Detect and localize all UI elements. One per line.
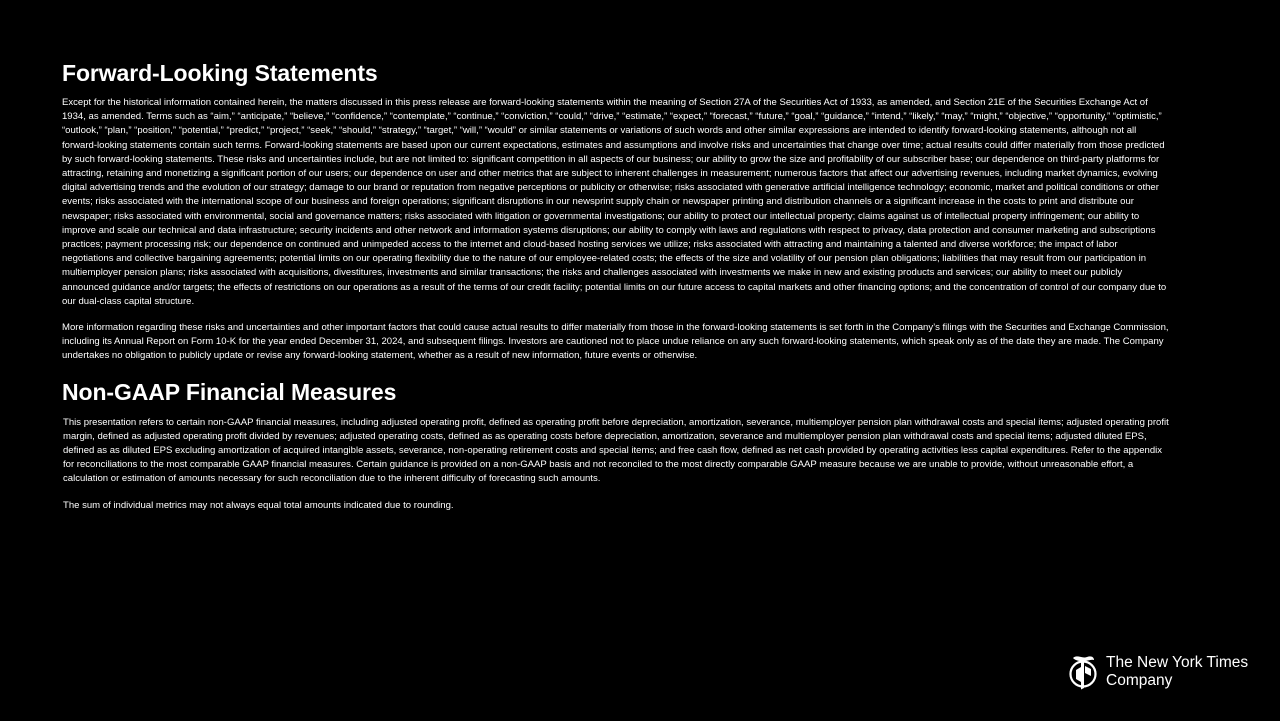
non-gaap-paragraph-2: The sum of individual metrics may not always equal total amounts indicated due to rounding. — [63, 499, 454, 511]
forward-looking-paragraph-1: Except for the historical information contained herein, the matters discussed in this press release are forward-looking statements within the meaning of Section 27A of the Securities Act of 1933, as amended, and Section 21E of the Securities Exchange Act of 1934, as amended. Terms such as “aim,” “anticipate,” “believe,” “confidence,” “contemplate,” “continue,” “conviction,” “could,” “drive,” “estimate,” “expect,” “forecast,” “future,” “goal,” “guidance,” “intend,” “likely,” “may,” “might,” “objective,” “opportunity,” “optimistic,” “outlook,” “plan,” “position,” “potential,” “predict,” “project,” “seek,” “should,” “strategy,” “target,” “will,” “would” or similar statements or variations of such words and other similar expressions are intended to identify forward-looking statements, although not all forward-looking statements contain such terms. Forward-looking statements are based upon our current expectations, estimates and assumptions and involve risks and uncertainties that change over time; actual results could differ materially from those predicted by such forward-looking statements. These risks and uncertainties include, but are not limited to: significant competition in all aspects of our business; our ability to grow the size and profitability of our subscriber base; our dependence on third-party platforms for attracting, retaining and monetizing a significant portion of our users; our dependence on user and other metrics that are subject to inherent challenges in measurement; numerous factors that affect our advertising revenues, including market dynamics, evolving digital advertising trends and the evolution of our strategy; damage to our brand or reputation from negative perceptions or publicity or otherwise; risks associated with generative artificial intelligence technology; economic, market and political conditions or other events; risks associated with the international scope of our business and foreign operations; significant disruptions in our newsprint supply chain or newspaper printing and distribution channels or a significant increase in the costs to print and distribute our newspaper; risks associated with environmental, social and governance matters; risks associated with litigation or governmental investigations; our ability to protect our intellectual property; claims against us of intellectual property infringement; our ability to improve and scale our technical and data infrastructure; security incidents and other network and information systems disruptions; our ability to comply with laws and regulations with respect to privacy, data protection and consumer marketing and subscriptions practices; payment processing risk; our dependence on continued and unimpeded access to the internet and cloud-based hosting services we utilize; risks associated with attracting and maintaining a talented and diverse workforce; the impact of labor negotiations and collective bargaining agreements; potential limits on our operating flexibility due to the nature of our employee-related costs; the effects of the size and volatility of our pension plan obligations; liabilities that may result from our participation in multiemployer pension plans; risks associated with acquisitions, divestitures, investments and similar transactions; the risks and challenges associated with investments we make in new and existing products and services; our ability to meet our publicly announced guidance and/or targets; the effects of restrictions on our operations as a result of the terms of our credit facility; potential limits on our future access to capital markets and other financing options; and the concentration of control of our company due to our dual-class capital structure. — [62, 97, 1167, 307]
forward-looking-title: Forward-Looking Statements — [62, 60, 378, 86]
slide-content — [62, 58, 1170, 513]
nyt-t-logo-icon — [1068, 652, 1098, 692]
company-name-line-2: Company — [1106, 672, 1173, 689]
company-name-line-1: The New York Times — [1106, 654, 1249, 671]
forward-looking-paragraph-2: More information regarding these risks and uncertainties and other important factors that could cause actual results to differ materially from those in the forward-looking statements is set forth in the Company’s filings with the Securities and Exchange Commission, including its Annual Report on Form 10-K for the year ended December 31, 2024, and subsequent filings. Investors are cautioned not to place undue reliance on any such forward-looking statements, which speak only as of the date they are made. The Company undertakes no obligation to publicly update or revise any forward-looking statement, whether as a result of new information, future events or otherwise. — [62, 322, 1169, 362]
company-logo — [1068, 652, 1248, 692]
company-name — [1106, 654, 1248, 690]
non-gaap-title: Non-GAAP Financial Measures — [62, 378, 397, 405]
non-gaap-paragraph-1: This presentation refers to certain non-GAAP financial measures, including adjusted operating profit, defined as operating profit before depreciation, amortization, severance, multiemployer pension plan withdrawal costs and special items; adjusted operating profit margin, defined as adjusted operating profit divided by revenues; adjusted operating costs, defined as as operating costs before depreciation, amortization, severance and multiemployer pension plan withdrawal costs and special items; adjusted diluted EPS, defined as as diluted EPS excluding amortization of acquired intangible assets, severance, non-operating retirement costs and special items; and free cash flow, defined as net cash provided by operating activities less capital expenditures. Refer to the appendix for reconciliations to the most comparable GAAP financial measures. Certain guidance is provided on a non-GAAP basis and not reconciled to the most directly comparable GAAP measure because we are unable to provide, without unreasonable effort, a calculation or estimation of amounts necessary for such reconciliation due to the inherent difficulty of forecasting such amounts. — [63, 416, 1169, 485]
